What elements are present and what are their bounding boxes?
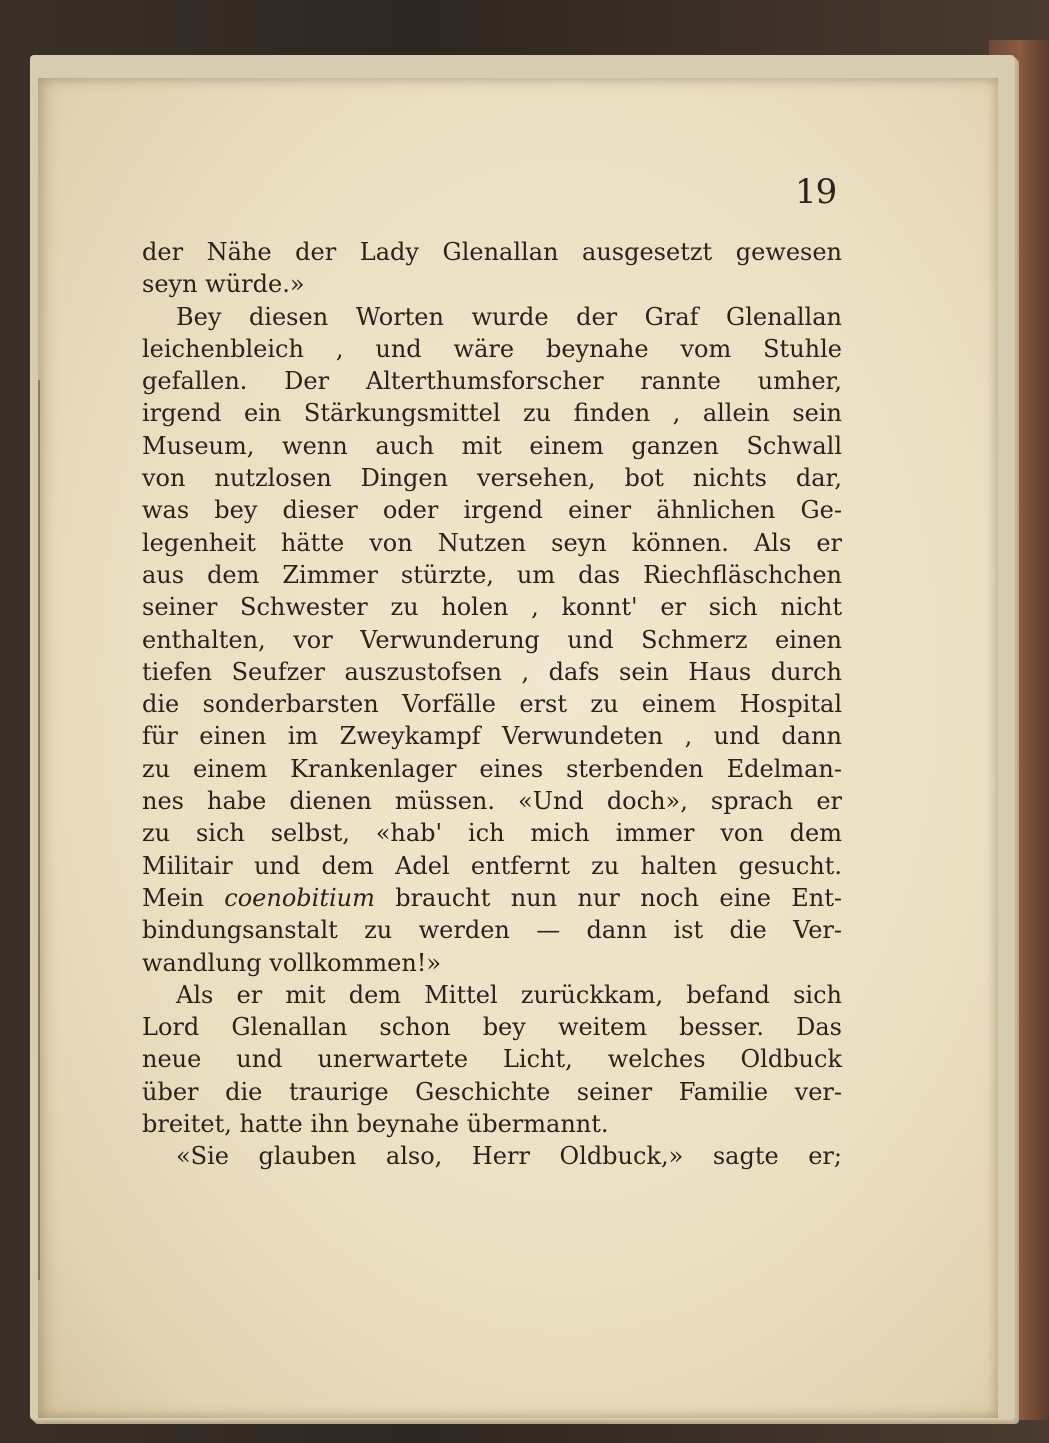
body-text	[142, 236, 842, 1173]
text-run: seyn würde.»	[142, 270, 305, 299]
text-run: «Sie glauben also, Herr Oldbuck,» sagte er;	[176, 1142, 842, 1171]
text-run: Militair und dem Adel entfernt zu halten gesucht.	[142, 851, 842, 880]
text-line	[142, 1076, 842, 1108]
text-line	[142, 979, 842, 1011]
text-line	[142, 785, 842, 817]
text-line	[142, 914, 842, 946]
text-line	[142, 688, 842, 720]
text-run: leichenbleich , und wäre beynahe vom Stuhle	[142, 334, 842, 363]
text-run: aus dem Zimmer stürzte, um das Riechfläschchen	[142, 560, 842, 589]
text-run: bindungsanstalt zu werden — dann ist die Ver-	[142, 916, 842, 945]
text-run: seiner Schwester zu holen , konnt' er sich nicht	[142, 593, 842, 622]
text-run: enthalten, vor Verwunderung und Schmerz einen	[142, 625, 842, 654]
text-line	[142, 1108, 842, 1140]
italic-term: coenobitium	[224, 883, 375, 912]
text-run: neue und unerwartete Licht, welches Oldbuck	[142, 1045, 842, 1074]
text-line	[142, 1043, 842, 1075]
text-line	[142, 947, 842, 979]
text-run: die sonderbarsten Vorfälle erst zu einem Hospital	[142, 690, 842, 719]
text-run: Als er mit dem Mittel zurückkam, befand sich	[176, 980, 842, 1009]
text-line	[142, 462, 842, 494]
text-line	[142, 753, 842, 785]
text-line	[142, 720, 842, 752]
text-run: tiefen Seufzer auszustofsen , dafs sein Haus durch	[142, 657, 842, 686]
text-line	[142, 494, 842, 526]
text-line	[142, 333, 842, 365]
text-run: Museum, wenn auch mit einem ganzen Schwall	[142, 431, 842, 460]
text-run: irgend ein Stärkungsmittel zu finden , allein sein	[142, 399, 842, 428]
text-line	[142, 268, 842, 300]
text-line	[142, 850, 842, 882]
text-line	[142, 591, 842, 623]
text-line	[142, 559, 842, 591]
text-run: was bey dieser oder irgend einer ähnlichen Ge-	[142, 496, 842, 525]
text-run: zu sich selbst, «hab' ich mich immer von dem	[142, 819, 842, 848]
text-run: Bey diesen Worten wurde der Graf Glenallan	[176, 302, 842, 331]
text-run: breitet, hatte ihn beynahe übermannt.	[142, 1110, 609, 1139]
text-run: über die traurige Geschichte seiner Familie ver-	[142, 1077, 842, 1106]
text-line	[142, 430, 842, 462]
text-line	[142, 656, 842, 688]
text-run: zu einem Krankenlager eines sterbenden Edelman-	[142, 754, 842, 783]
text-run: nes habe dienen müssen. «Und doch», sprach er	[142, 787, 842, 816]
text-run: legenheit hätte von Nutzen seyn können. Als er	[142, 528, 842, 557]
text-line	[142, 365, 842, 397]
text-line	[142, 1140, 842, 1172]
text-run: von nutzlosen Dingen versehen, bot nichts dar,	[142, 464, 842, 493]
text-line	[142, 1011, 842, 1043]
text-run: Lord Glenallan schon bey weitem besser. Das	[142, 1013, 842, 1042]
text-run: braucht nun nur noch eine Ent-	[374, 883, 843, 912]
text-line	[142, 882, 842, 914]
page-number: 19	[795, 172, 837, 212]
gutter-binding	[38, 380, 46, 1280]
text-run: wandlung vollkommen!»	[142, 948, 442, 977]
text-line	[142, 527, 842, 559]
text-line	[142, 301, 842, 333]
text-line	[142, 236, 842, 268]
text-run: der Nähe der Lady Glenallan ausgesetzt gewesen	[142, 238, 842, 266]
text-run: Mein	[142, 883, 225, 912]
text-run: gefallen. Der Alterthumsforscher rannte umher,	[142, 367, 842, 396]
text-run: für einen im Zweykampf Verwundeten , und dann	[142, 722, 842, 751]
text-line	[142, 397, 842, 429]
text-line	[142, 817, 842, 849]
text-line	[142, 624, 842, 656]
